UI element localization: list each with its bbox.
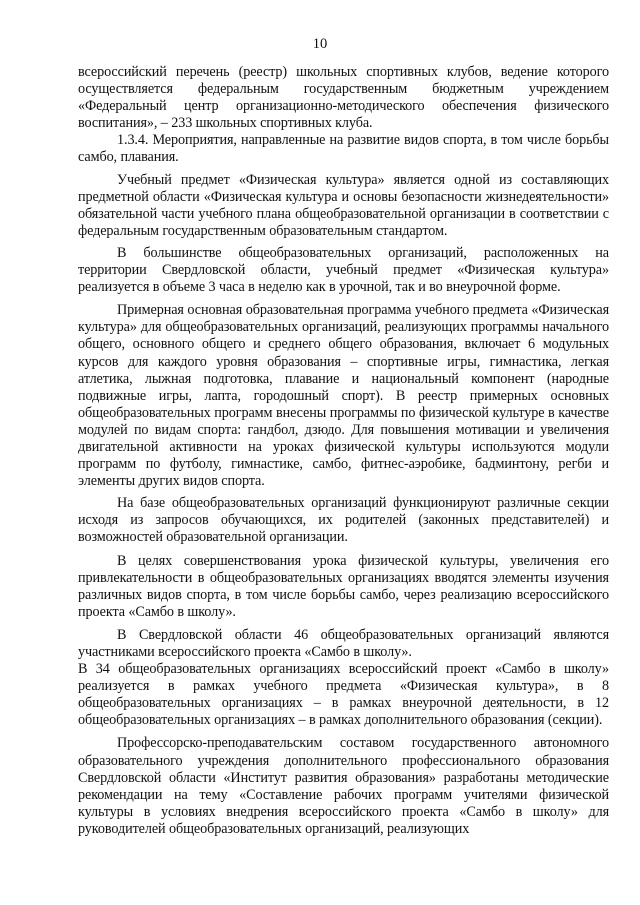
paragraph-program-modules: Примерная основная образовательная программа учебного предмета «Физическая культура» для общеобразовательных организаций, реализующих программы начального общего, основного общего и среднего общего образования, включает 6 модульных курсов для каждого уровня образования – спортивные игры, гимнастика, легкая атлетика, лыжная подготовка, плавание и национальный компонент (народные подвижные игры, лапта, городошный спорт). В реестр примерных основных общеобразовательных программ внесены программы по физической культуре в качестве модулей по видам спорта: гандбол, дзюдо. Для повышения мотивации и увеличения двигательной активности на уроках физической культуры используются модули программ по футболу, гимнастике, самбо, фитнес-аэробике, бадминтону, регби и элементы других видов спорта.: [78, 302, 609, 490]
page-number: 10: [312, 36, 328, 52]
paragraph-sambo-project: В целях совершенствования урока физической культуры, увеличения его привлекательности в общеобразовательных организациях вводятся элементы изучения различных видов спорта, в том числе борьбы самбо, через реализацию всероссийского проекта «Самбо в школу».: [78, 552, 609, 620]
paragraph-subject-area: Учебный предмет «Физическая культура» является одной из составляющих предметной области «Физическая культура и основы безопасности жизнедеятельности» обязательной части учебного плана общеобразовательной организации в соответствии с федеральным государственным образовательным стандартом.: [78, 171, 609, 239]
paragraph-participants: В Свердловской области 46 общеобразовательных организаций являются участниками всероссийского проекта «Самбо в школу».: [78, 626, 609, 660]
paragraph-implementation-forms: В 34 общеобразовательных организациях всероссийский проект «Самбо в школу» реализуется в рамках учебного предмета «Физическая культура», в 8 общеобразовательных организациях – в рамках внеурочной деятельности, в 12 общеобразовательных организациях – в рамках дополнительного образования (секции).: [78, 661, 609, 729]
paragraph-continuation: всероссийский перечень (реестр) школьных спортивных клубов, ведение которого осуществляется федеральным государственным бюджетным учреждением «Федеральный центр организационно-методического обеспечения физического воспитания», – 233 школьных спортивных клуба.: [78, 64, 609, 132]
document-body: [78, 64, 609, 838]
paragraph-sport-sections: На базе общеобразовательных организаций функционируют различные секции исходя из запросов обучающихся, их родителей (законных представителей) и возможностей образовательной организации.: [78, 495, 609, 546]
paragraph-methodological-recommendations: Профессорско-преподавательским составом государственного автономного образовательного учреждения дополнительного профессионального образования Свердловской области «Институт развития образования» разработаны методические рекомендации на тему «Составление рабочих программ учителями физической культуры в условиях внедрения всероссийского проекта «Самбо в школу» для руководителей общеобразовательных организаций, реализующих: [78, 735, 609, 837]
section-heading-1-3-4: 1.3.4. Мероприятия, направленные на развитие видов спорта, в том числе борьбы самбо, плавания.: [78, 132, 609, 166]
paragraph-hours-per-week: В большинстве общеобразовательных организаций, расположенных на территории Свердловской области, учебный предмет «Физическая культура» реализуется в объеме 3 часа в неделю как в урочной, так и во внеурочной форме.: [78, 244, 609, 296]
